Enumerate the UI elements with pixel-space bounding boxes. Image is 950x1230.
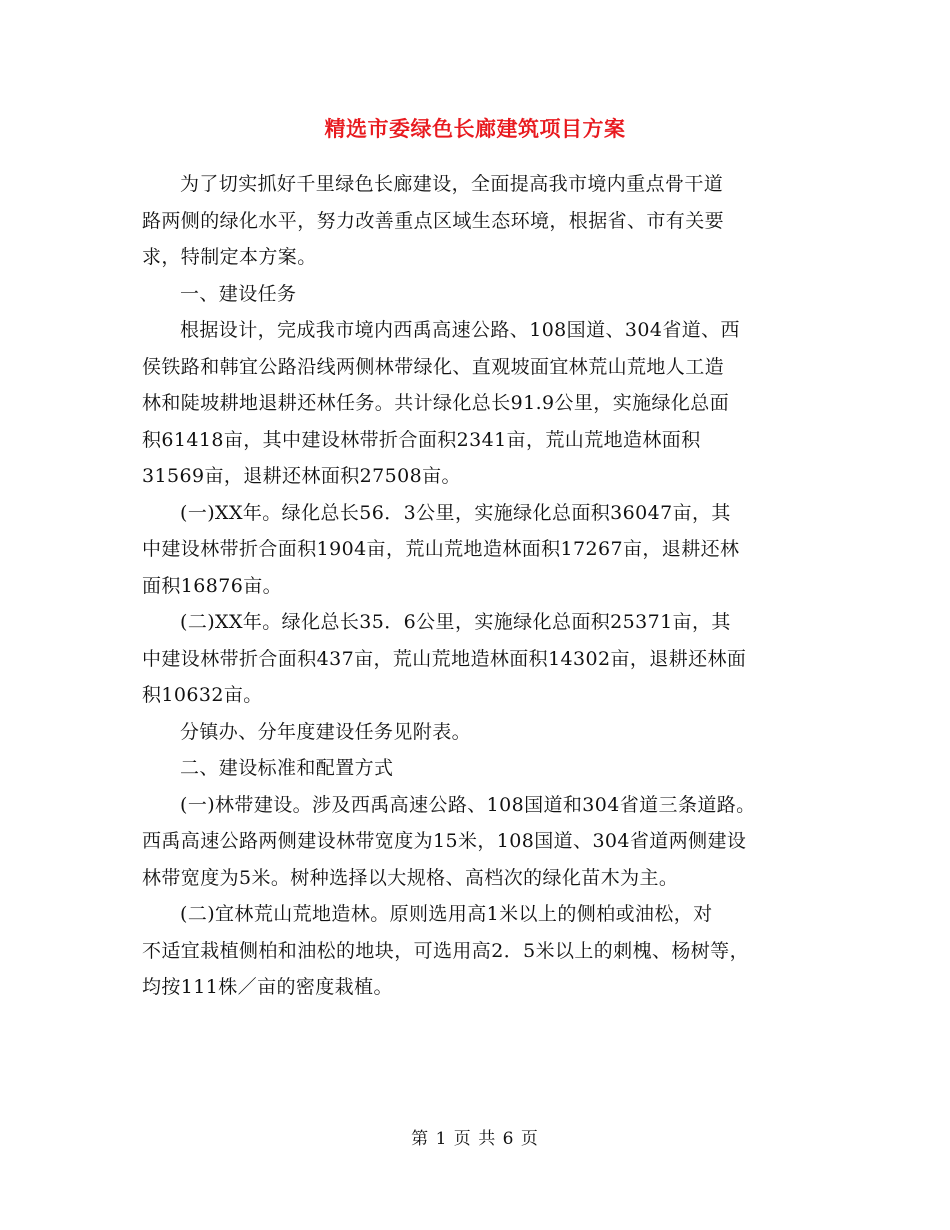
text-line: 西禹高速公路两侧建设林带宽度为15米，108国道、304省道两侧建设 — [142, 830, 747, 852]
section-heading-standards — [142, 750, 822, 787]
text-line: 积10632亩。 — [142, 684, 263, 706]
text-line: (二)XX年。绿化总长35．6公里，实施绿化总面积25371亩，其 — [180, 611, 731, 633]
text-line: 均按111株／亩的密度栽植。 — [142, 976, 393, 998]
paragraph-appendix-note — [142, 714, 822, 751]
text-line: 分镇办、分年度建设任务见附表。 — [180, 720, 472, 743]
text-line: 求，特制定本方案。 — [142, 246, 317, 268]
paragraph-year-two — [142, 604, 822, 714]
paragraph-afforestation — [142, 896, 822, 1006]
text-line: (二)宜林荒山荒地造林。原则选用高1米以上的侧柏或油松，对 — [180, 903, 713, 925]
text-line: (一)XX年。绿化总长56．3公里，实施绿化总面积36047亩，其 — [180, 501, 731, 524]
page-number-label: 第 1 页 共 6 页 — [411, 1129, 539, 1149]
paragraph-forest-belt — [142, 787, 822, 897]
text-line: 面积16876亩。 — [142, 574, 283, 597]
text-line: (一)林带建设。涉及西禹高速公路、108国道和304省道三条道路。 — [180, 793, 756, 816]
text-line: 二、建设标准和配置方式 — [180, 757, 394, 779]
text-line: 根据设计，完成我市境内西禹高速公路、108国道、304省道、西 — [180, 319, 740, 341]
paragraph-design-summary — [142, 312, 822, 495]
text-line: 路两侧的绿化水平，努力改善重点区域生态环境，根据省、市有关要 — [142, 209, 725, 232]
text-line: 不适宜栽植侧柏和油松的地块，可选用高2．5米以上的刺槐、杨树等， — [142, 939, 749, 962]
text-line: 林和陡坡耕地退耕还林任务。共计绿化总长91.9公里，实施绿化总面 — [142, 392, 730, 414]
text-line: 林带宽度为5米。树种选择以大规格、高档次的绿化苗木为主。 — [142, 866, 679, 889]
paragraph-intro — [142, 166, 822, 276]
text-line: 31569亩，退耕还林面积27508亩。 — [142, 465, 461, 487]
text-line: 侯铁路和韩宜公路沿线两侧林带绿化、直观坡面宜林荒山荒地人工造 — [142, 355, 725, 378]
text-line: 为了切实抓好千里绿色长廊建设，全面提高我市境内重点骨干道 — [180, 173, 724, 195]
page-footer — [0, 1124, 950, 1149]
paragraph-year-one — [142, 495, 822, 605]
document-title: 精选市委绿色长廊建筑项目方案 — [324, 116, 626, 141]
section-heading-construction-tasks — [142, 276, 822, 313]
text-line: 中建设林带折合面积437亩，荒山荒地造林面积14302亩，退耕还林面 — [142, 647, 747, 670]
text-line: 中建设林带折合面积1904亩，荒山荒地造林面积17267亩，退耕还林 — [142, 538, 740, 560]
text-line: 一、建设任务 — [180, 282, 297, 305]
document-body — [142, 166, 822, 1006]
text-line: 积61418亩，其中建设林带折合面积2341亩，荒山荒地造林面积 — [142, 428, 701, 451]
